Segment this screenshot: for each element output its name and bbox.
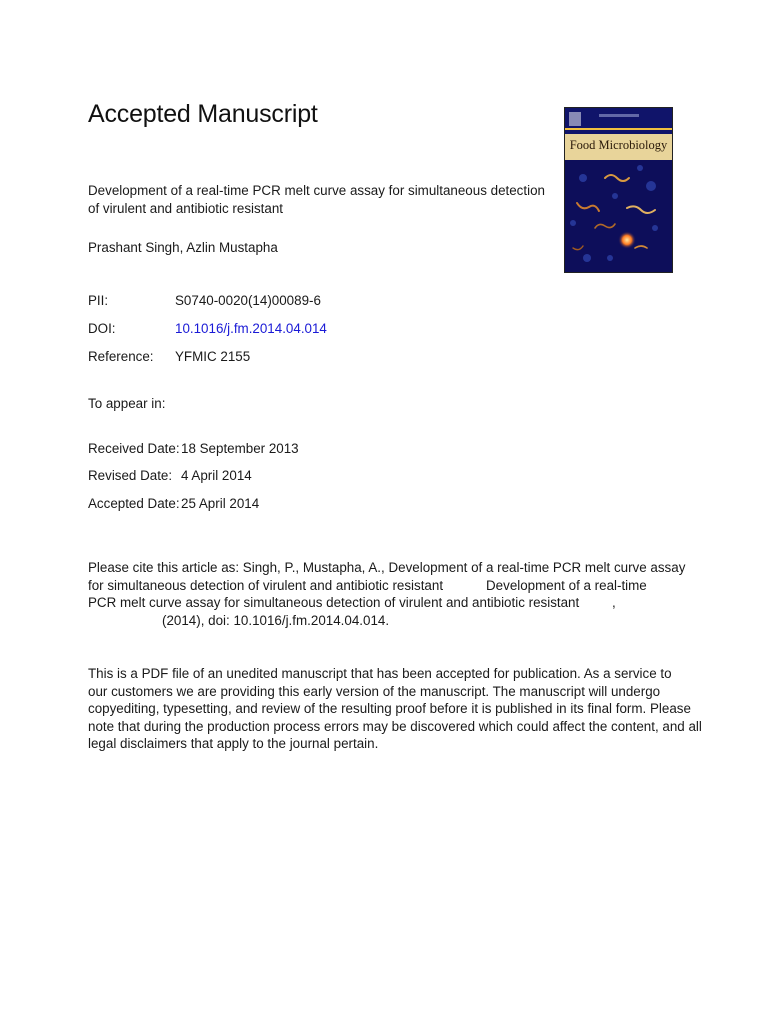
cover-journal-title: Food Microbiology [569,138,668,152]
doi-label: DOI: [88,321,116,336]
appear-label: To appear in: [88,396,166,411]
journal-cover-image [564,107,673,273]
pii-label: PII: [88,293,109,308]
citation-line: PCR melt curve assay for simultaneous detection of virulent and antibiotic resistant [88,595,580,611]
reference-label: Reference: [88,349,154,364]
notice-line: copyediting, typesetting, and review of the resulting proof before it is published in its final form. Please [88,701,691,717]
notice-line: note that during the production process errors may be discovered which could affect the content, and all [88,718,702,734]
received-date-label: Received Date: [88,441,180,456]
citation-line: (2014), doi: 10.1016/j.fm.2014.04.014. [162,612,390,628]
citation-line: for simultaneous detection of virulent and antibiotic resistant [88,577,444,593]
cover-artwork [565,108,672,272]
doi-link[interactable]: 10.1016/j.fm.2014.04.014 [175,321,327,336]
citation-line: , [612,595,616,611]
revised-date-value: 4 April 2014 [181,468,252,483]
citation-paragraph [88,559,686,629]
pii-value: S0740-0020(14)00089-6 [175,293,321,308]
manuscript-notice [88,665,702,753]
notice-line: legal disclaimers that apply to the journal pertain. [88,736,379,752]
accepted-date-value: 25 April 2014 [181,496,260,511]
notice-line: This is a PDF file of an unedited manuscript that has been accepted for publication. As a service to [88,666,672,681]
page-title: Accepted Manuscript [88,100,318,128]
accepted-date-label: Accepted Date: [88,496,180,511]
citation-line: Development of a real-time [486,577,647,593]
received-date-value: 18 September 2013 [181,441,299,456]
reference-value: YFMIC 2155 [175,349,251,364]
authors: Prashant Singh, Azlin Mustapha [88,240,278,255]
revised-date-label: Revised Date: [88,468,173,483]
notice-line: our customers we are providing this early version of the manuscript. The manuscript will undergo [88,683,661,699]
citation-line: Please cite this article as: Singh, P., Mustapha, A., Development of a real-time PCR melt curve assay [88,560,686,575]
article-title: Development of a real-time PCR melt curve assay for simultaneous detection of virulent and antibiotic resistant [88,183,545,216]
